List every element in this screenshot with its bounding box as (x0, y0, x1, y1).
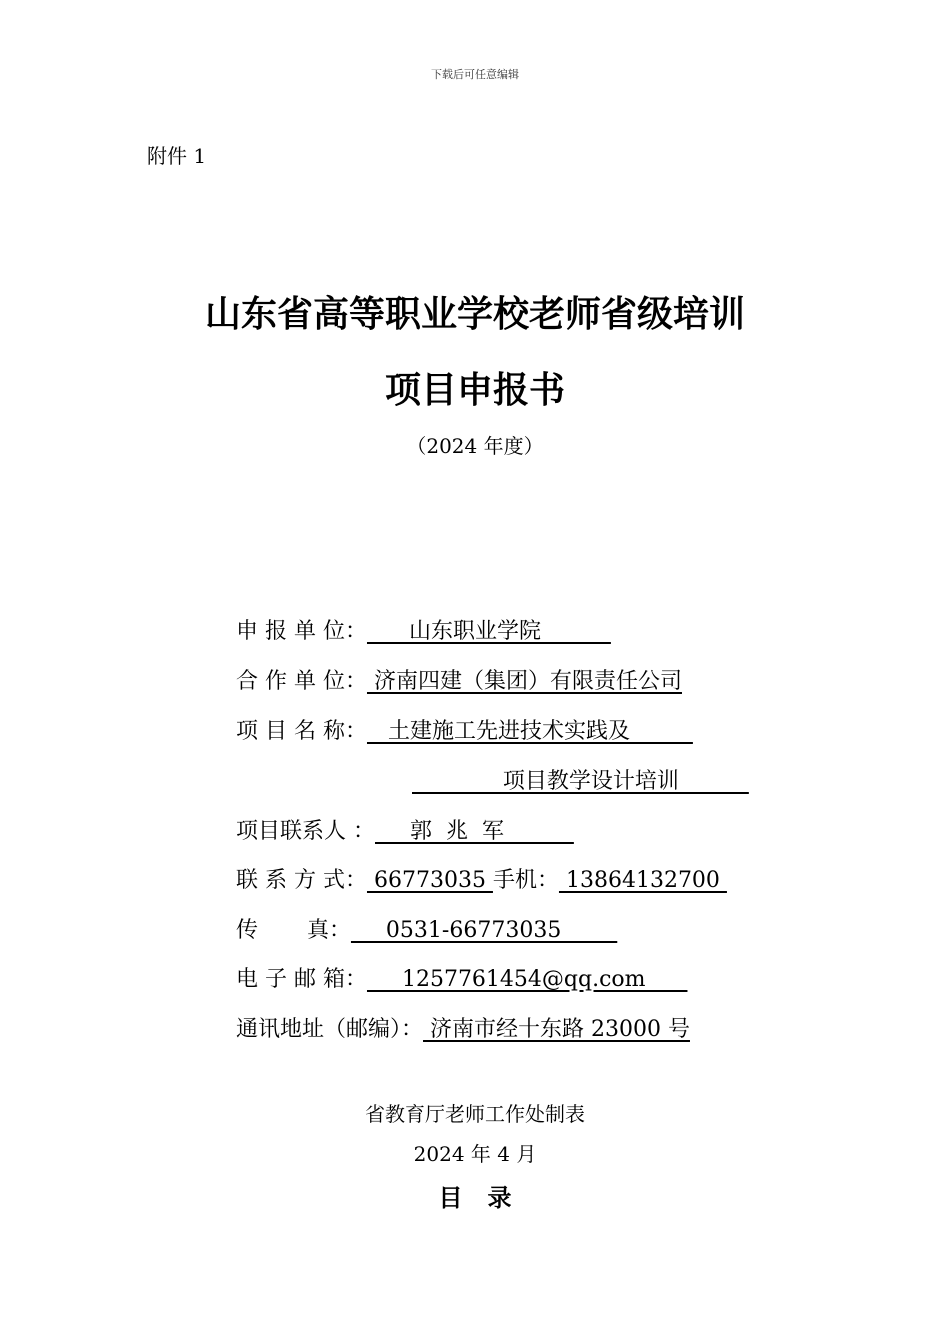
document-title-line2: 项目申报书 (384, 370, 565, 411)
field-value: 济南市经十东路 23000 号 (423, 1017, 690, 1042)
field-label: 合 作 单 位： (236, 669, 367, 694)
field-contact (236, 817, 574, 847)
field-phone (236, 866, 727, 896)
field-value: 66773035 (366, 868, 493, 893)
field-value: 山东职业学院 (366, 619, 611, 644)
field-project-name (236, 717, 693, 747)
field-label: 电 子 邮 箱： (236, 967, 367, 992)
field-partner (236, 667, 682, 697)
field-label: 申 报 单 位： (236, 619, 367, 644)
attachment-label: 附件 1 (147, 144, 207, 168)
page-header-note: 下载后可任意编辑 (431, 68, 519, 81)
field-project-name-line2 (412, 767, 749, 797)
mobile-value: 13864132700 (558, 868, 727, 893)
document-year: （2024 年度） (406, 434, 544, 458)
field-label: 项目联系人 ： (236, 819, 375, 844)
field-value: 土建施工先进技术实践及 (366, 719, 693, 744)
field-email (236, 965, 687, 995)
field-label: 传 真： (236, 918, 351, 943)
field-label: 联 系 方 式： (236, 868, 367, 893)
toc-heading: 目 录 (438, 1184, 512, 1212)
field-applicant (236, 617, 611, 647)
issue-date: 2024 年 4 月 (413, 1142, 537, 1166)
field-value: 项目教学设计培训 (412, 769, 749, 794)
field-value: 济南四建（集团）有限责任公司 (366, 669, 682, 694)
field-label: 通讯地址（邮编）： (236, 1017, 424, 1042)
mobile-label: 手机： (492, 868, 559, 893)
field-address (236, 1015, 690, 1045)
document-title-line1: 山东省高等职业学校老师省级培训 (204, 294, 745, 335)
issuer-text: 省教育厅老师工作处制表 (365, 1102, 585, 1126)
field-label: 项 目 名 称： (236, 719, 367, 744)
field-value: 1257761454@qq.com (366, 967, 688, 992)
field-value: 郭 兆 军 (375, 819, 574, 844)
field-value: 0531-66773035 (350, 918, 618, 943)
field-fax (236, 916, 617, 946)
